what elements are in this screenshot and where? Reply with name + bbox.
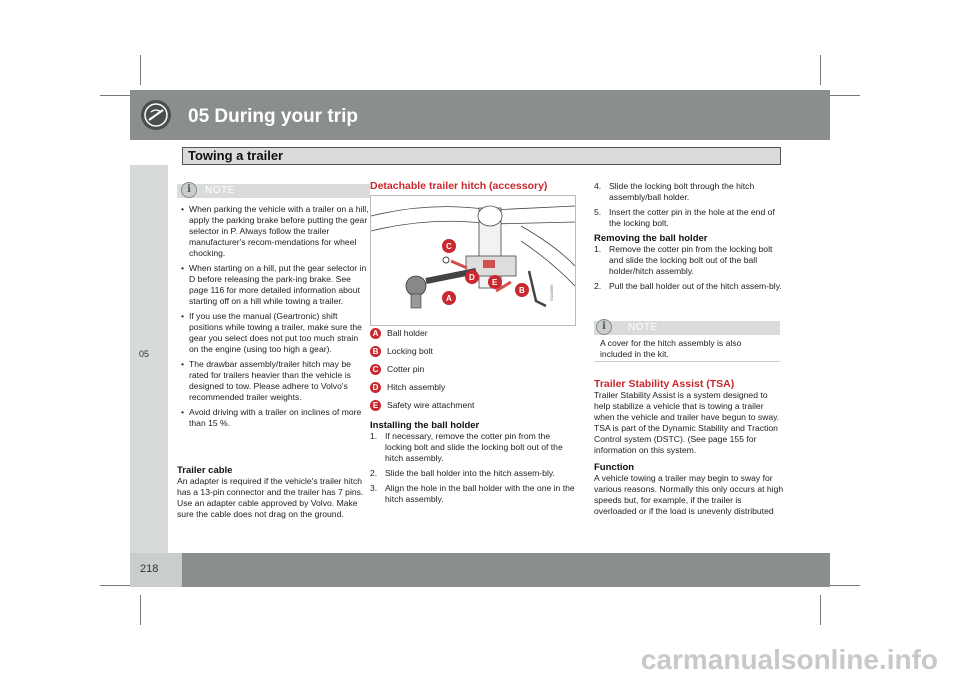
note-box-2 (594, 321, 780, 362)
note-bullet-text: Avoid driving with a trailer on inclines of more than 15 %. (189, 407, 362, 428)
step-number: 1. (594, 244, 602, 254)
note-bullet (177, 204, 370, 259)
step-number: 4. (594, 181, 602, 191)
installing-continued (594, 181, 784, 296)
crop-mark (820, 595, 821, 625)
crop-mark (140, 55, 141, 85)
crop-mark (140, 595, 141, 625)
note-label: NOTE (205, 185, 235, 196)
step-text: Remove the cotter pin from the locking bolt and slide the locking bolt out of the ball holder/hitch assembly. (609, 244, 773, 276)
step-item (594, 181, 784, 203)
step-number: 2. (594, 281, 602, 291)
step-item (370, 431, 578, 464)
note-label: NOTE (628, 322, 658, 333)
hitch-heading: Detachable trailer hitch (accessory) (370, 180, 548, 192)
legend-item (370, 364, 580, 382)
step-text: Insert the cotter pin in the hole at the end of the locking bolt. (609, 207, 775, 228)
step-item (594, 207, 784, 229)
legend-item (370, 382, 580, 400)
svg-text:D: D (469, 273, 475, 282)
note-bullet-text: If you use the manual (Geartronic) shift positions while towing a trailer, make sure the gear you select does not put too much strain on the engine (using too high a gear). (189, 311, 362, 354)
note-header (594, 321, 780, 335)
info-icon: i (596, 319, 612, 335)
removing-heading: Removing the ball holder (594, 233, 708, 244)
legend-key: E (370, 400, 381, 411)
step-text: Align the hole in the ball holder with the one in the hitch assembly. (385, 483, 575, 504)
step-number: 3. (370, 483, 378, 493)
step-text: If necessary, remove the cotter pin from the locking bolt and slide the locking bolt out of the hitch assembly. (385, 431, 563, 463)
trailer-cable-heading: Trailer cable (177, 465, 233, 476)
tsa-text: Trailer Stability Assist is a system designed to help stabilize a vehicle that is towing a trailer when the vehicle and trailer have begun to sway. TSA is part of the Dynamic Stability and Traction Control system (DSTC). (See page 155 for information on this system. (594, 390, 780, 455)
side-tab-label: 05 (139, 349, 150, 359)
note-bullet-list (177, 204, 370, 433)
step-text: Slide the locking bolt through the hitch assembly/ball holder. (609, 181, 755, 202)
tsa-section (594, 378, 784, 517)
chapter-title: 05 During your trip (188, 106, 358, 127)
note-bullet (177, 359, 370, 403)
function-text: A vehicle towing a trailer may begin to sway for various reasons. Normally this only occurs at high speeds but, for example, if the trailer is overloaded or if the load is unevenly distributed (594, 473, 784, 516)
legend-label: Hitch assembly (387, 382, 446, 392)
step-text: Slide the ball holder into the hitch assem-bly. (385, 468, 555, 478)
removing-steps (594, 244, 784, 292)
svg-text:B: B (519, 286, 525, 295)
svg-text:C: C (446, 242, 452, 251)
step-item (370, 468, 578, 479)
note2-text: A cover for the hitch assembly is also included in the kit. (600, 338, 742, 359)
footer-band (182, 553, 830, 587)
legend-label: Safety wire attachment (387, 400, 475, 410)
legend-item (370, 346, 580, 364)
driving-logo-icon (141, 100, 171, 130)
step-item (370, 483, 578, 505)
trailer-cable-section (177, 465, 370, 520)
crop-mark (100, 95, 130, 96)
note-bullet-text: The drawbar assembly/trailer hitch may be rated for trailers heavier than the vehicle is designed to tow. Please adhere to Volvo's recommended trailer weights. (189, 359, 351, 402)
crop-mark (100, 585, 130, 586)
hitch-legend (370, 328, 580, 418)
installing-steps-continued (594, 181, 784, 229)
note-bullet-text: When starting on a hill, put the gear selector in D before releasing the park-ing brake. See page 116 for more detailed information about starting off on a hill while towing a trailer. (189, 263, 367, 306)
note-box (177, 184, 370, 456)
step-number: 5. (594, 207, 602, 217)
tsa-heading: Trailer Stability Assist (TSA) (594, 378, 735, 390)
note-bullet-text: When parking the vehicle with a trailer on a hill, apply the parking brake before putting the gear selector in P. Always follow the trailer manufacturer's recom-mendations for wheel chocking. (189, 204, 369, 258)
watermark: carmanualsonline.info (640, 644, 938, 675)
info-icon: i (181, 182, 197, 198)
step-text: Pull the ball holder out of the hitch assem-bly. (609, 281, 782, 291)
installing-section (370, 420, 578, 509)
note-bullet (177, 407, 370, 429)
legend-key: C (370, 364, 381, 375)
note-bullet (177, 263, 370, 307)
chapter-side-tab (130, 165, 168, 555)
legend-label: Ball holder (387, 328, 428, 338)
trailer-cable-text: An adapter is required if the vehicle's trailer hitch has a 13-pin connector and the trailer has 7 pins. Use an adapter cable approved by Volvo. Make sure the cable does not drag on the ground. (177, 476, 364, 519)
note-bullet (177, 311, 370, 355)
step-item (594, 244, 784, 277)
legend-label: Cotter pin (387, 364, 425, 374)
legend-item (370, 400, 580, 418)
page-number: 218 (140, 563, 159, 575)
installing-heading: Installing the ball holder (370, 420, 480, 431)
function-heading: Function (594, 462, 635, 473)
section-title: Towing a trailer (188, 148, 284, 163)
legend-label: Locking bolt (387, 346, 433, 356)
step-number: 2. (370, 468, 378, 478)
hitch-illustration (370, 195, 576, 326)
step-item (594, 281, 784, 292)
legend-key: A (370, 328, 381, 339)
figure-code: G020066 (549, 284, 554, 301)
svg-text:E: E (492, 278, 498, 287)
svg-text:A: A (446, 294, 452, 303)
crop-mark (830, 585, 860, 586)
legend-key: D (370, 382, 381, 393)
legend-item (370, 328, 580, 346)
crop-mark (830, 95, 860, 96)
installing-steps (370, 431, 578, 505)
legend-key: B (370, 346, 381, 357)
crop-mark (820, 55, 821, 85)
step-number: 1. (370, 431, 378, 441)
